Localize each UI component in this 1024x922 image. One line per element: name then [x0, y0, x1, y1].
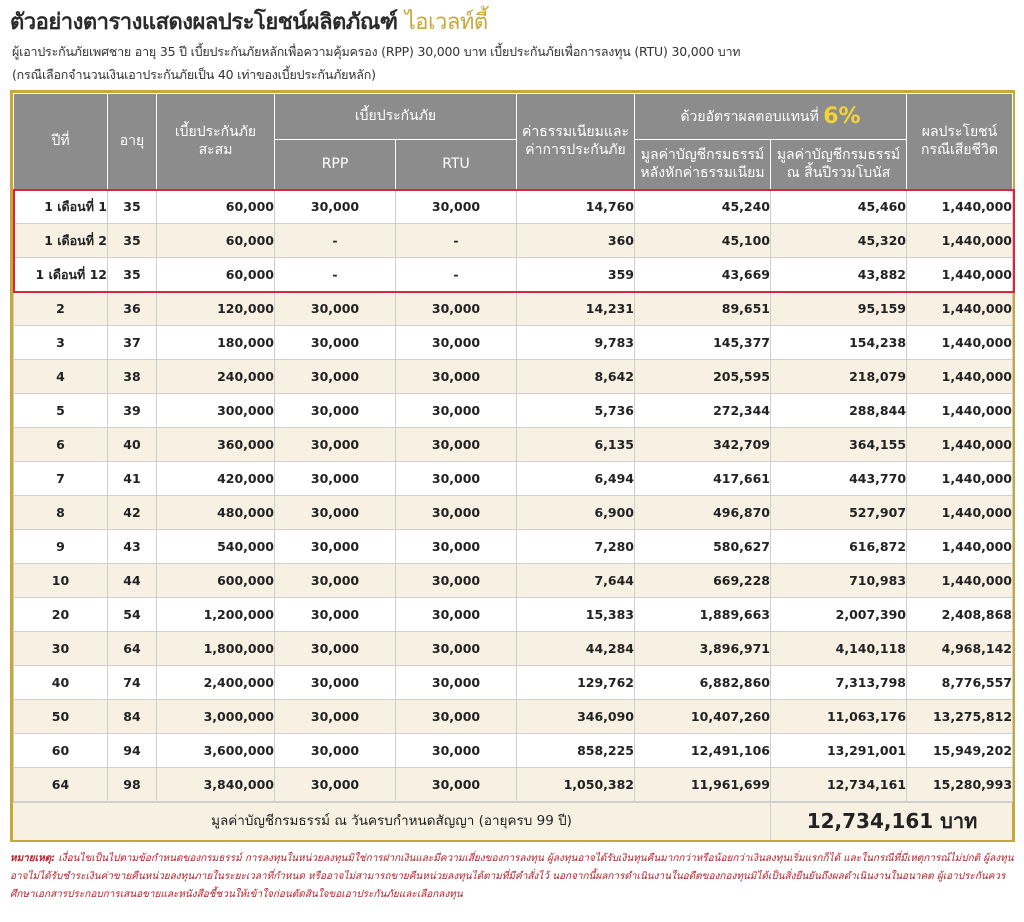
cell-fee: 7,644: [517, 564, 635, 598]
cell-age: 98: [108, 768, 157, 802]
cell-fee: 6,900: [517, 496, 635, 530]
table-row: [14, 598, 1013, 632]
cell-rtu: 30,000: [396, 666, 517, 700]
cell-cum: 60,000: [157, 258, 275, 292]
cell-bonus: 43,882: [771, 258, 907, 292]
cell-rpp: -: [275, 258, 396, 292]
cell-age: 39: [108, 394, 157, 428]
cell-nav: 89,651: [635, 292, 771, 326]
cell-nav: 669,228: [635, 564, 771, 598]
cell-rpp: 30,000: [275, 700, 396, 734]
header-return-label: ด้วยอัตราผลตอบแทนที่: [680, 108, 819, 125]
cell-age: 36: [108, 292, 157, 326]
cell-rtu: 30,000: [396, 428, 517, 462]
cell-death: 13,275,812: [907, 700, 1013, 734]
cell-cum: 540,000: [157, 530, 275, 564]
title-main: ตัวอย่างตารางแสดงผลประโยชน์ผลิตภัณฑ์: [10, 10, 398, 35]
cell-bonus: 4,140,118: [771, 632, 907, 666]
cell-nav: 11,961,699: [635, 768, 771, 802]
cell-nav: 1,889,663: [635, 598, 771, 632]
cell-cum: 3,000,000: [157, 700, 275, 734]
table-row: [14, 530, 1013, 564]
cell-rtu: 30,000: [396, 632, 517, 666]
cell-rpp: -: [275, 224, 396, 258]
table-row: [14, 564, 1013, 598]
cell-cum: 120,000: [157, 292, 275, 326]
cell-bonus: 527,907: [771, 496, 907, 530]
cell-age: 35: [108, 258, 157, 292]
cell-death: 1,440,000: [907, 394, 1013, 428]
subtitle-line-1: ผู้เอาประกันภัยเพศชาย อายุ 35 ปี เบี้ยประกันภัยหลักเพื่อความคุ้มครอง (RPP) 30,000 บาท เบี้ยประกันภัยเพื่อการลงทุน (RTU) 30,000 บาท: [12, 44, 741, 59]
cell-death: 1,440,000: [907, 564, 1013, 598]
cell-rpp: 30,000: [275, 598, 396, 632]
cell-age: 40: [108, 428, 157, 462]
cell-rtu: 30,000: [396, 598, 517, 632]
cell-death: 1,440,000: [907, 360, 1013, 394]
cell-nav: 205,595: [635, 360, 771, 394]
header-rpp: RPP: [275, 140, 396, 190]
cell-age: 41: [108, 462, 157, 496]
cell-nav: 10,407,260: [635, 700, 771, 734]
header-fees: ค่าธรรมเนียมและ ค่าการประกันภัย: [517, 94, 635, 190]
table-row: [14, 666, 1013, 700]
cell-nav: 580,627: [635, 530, 771, 564]
cell-bonus: 154,238: [771, 326, 907, 360]
cell-year: 9: [14, 530, 108, 564]
cell-bonus: 616,872: [771, 530, 907, 564]
cell-cum: 240,000: [157, 360, 275, 394]
cell-fee: 6,135: [517, 428, 635, 462]
cell-year: 50: [14, 700, 108, 734]
cell-age: 35: [108, 224, 157, 258]
cell-rpp: 30,000: [275, 190, 396, 224]
cell-cum: 1,800,000: [157, 632, 275, 666]
cell-death: 1,440,000: [907, 530, 1013, 564]
cell-cum: 3,600,000: [157, 734, 275, 768]
cell-rtu: 30,000: [396, 292, 517, 326]
cell-year: 5: [14, 394, 108, 428]
cell-death: 15,949,202: [907, 734, 1013, 768]
page-title: [10, 4, 488, 39]
header-nav-with-bonus: มูลค่าบัญชีกรมธรรม์ ณ สิ้นปีรวมโบนัส: [771, 140, 907, 190]
cell-rpp: 30,000: [275, 326, 396, 360]
cell-age: 38: [108, 360, 157, 394]
total-value: 12,734,161 บาท: [770, 803, 1013, 840]
cell-age: 84: [108, 700, 157, 734]
cell-fee: 858,225: [517, 734, 635, 768]
cell-rpp: 30,000: [275, 292, 396, 326]
cell-nav: 43,669: [635, 258, 771, 292]
title-brand: ไอเวลท์ตี้: [404, 10, 488, 35]
table-row: [14, 734, 1013, 768]
cell-nav: 342,709: [635, 428, 771, 462]
cell-fee: 6,494: [517, 462, 635, 496]
cell-age: 37: [108, 326, 157, 360]
cell-rtu: 30,000: [396, 768, 517, 802]
cell-cum: 60,000: [157, 224, 275, 258]
cell-year: 3: [14, 326, 108, 360]
cell-bonus: 45,460: [771, 190, 907, 224]
cell-bonus: 12,734,161: [771, 768, 907, 802]
cell-rtu: -: [396, 224, 517, 258]
cell-death: 4,968,142: [907, 632, 1013, 666]
cell-year: 1 เดือนที่ 2: [14, 224, 108, 258]
cell-rpp: 30,000: [275, 394, 396, 428]
cell-fee: 7,280: [517, 530, 635, 564]
total-label: มูลค่าบัญชีกรมธรรม์ ณ วันครบกำหนดสัญญา (อายุครบ 99 ปี): [211, 813, 572, 829]
cell-cum: 420,000: [157, 462, 275, 496]
cell-year: 10: [14, 564, 108, 598]
cell-cum: 180,000: [157, 326, 275, 360]
table-row: [14, 360, 1013, 394]
table-row: [14, 700, 1013, 734]
cell-rpp: 30,000: [275, 632, 396, 666]
table-row: [14, 462, 1013, 496]
cell-rpp: 30,000: [275, 564, 396, 598]
header-cum-premium: เบี้ยประกันภัย สะสม: [157, 94, 275, 190]
cell-bonus: 364,155: [771, 428, 907, 462]
cell-rpp: 30,000: [275, 462, 396, 496]
table-row: [14, 394, 1013, 428]
cell-death: 1,440,000: [907, 258, 1013, 292]
cell-nav: 145,377: [635, 326, 771, 360]
cell-bonus: 13,291,001: [771, 734, 907, 768]
subtitle-line-2: (กรณีเลือกจำนวนเงินเอาประกันภัยเป็น 40 เท่าของเบี้ยประกันภัยหลัก): [12, 67, 376, 82]
cell-year: 7: [14, 462, 108, 496]
note-text: เงื่อนไขเป็นไปตามข้อกำหนดของกรมธรรม์ การลงทุนในหน่วยลงทุนมิใช่การฝากเงินและมีความเสี่ยงของการลงทุน ผู้ลงทุนอาจได้รับเงินทุนคืนมากกว่าหรือน้อยกว่าเงินลงทุนเริ่มแรกก็ได้ และในกรณีที่มีเหตุการณ์ไม่ปกติ ผู้ลงทุนอาจไม่ได้รับชำระเงินค่าขายคืนหน่วยลงทุนภายในระยะเวลาที่กำหนด หรืออาจไม่สามารถขายคืนหน่วยลงทุนได้ตามที่มีคำสั่งไว้ นอกจากนี้ผลการดำเนินงานในอดีตของกองทุนมิได้เป็นสิ่งยืนยันถึงผลดำเนินงานในอนาคต ผู้เอาประกันควรศึกษาเอกสารประกอบการเสนอขายและหนังสือชี้ชวนให้เข้าใจก่อนตัดสินใจขอเอาประกันภัยและเลือกลงทุน: [10, 853, 1014, 900]
header-return: [635, 94, 907, 140]
cell-age: 74: [108, 666, 157, 700]
cell-fee: 360: [517, 224, 635, 258]
header-return-rate: 6%: [823, 103, 861, 129]
cell-cum: 2,400,000: [157, 666, 275, 700]
header-year: ปีที่: [14, 94, 108, 190]
cell-age: 94: [108, 734, 157, 768]
cell-bonus: 7,313,798: [771, 666, 907, 700]
table-body: [14, 190, 1013, 802]
cell-cum: 1,200,000: [157, 598, 275, 632]
table-row: [14, 292, 1013, 326]
table-row: [14, 190, 1013, 224]
header-rtu: RTU: [396, 140, 517, 190]
cell-year: 6: [14, 428, 108, 462]
cell-rtu: 30,000: [396, 190, 517, 224]
cell-nav: 45,240: [635, 190, 771, 224]
cell-age: 44: [108, 564, 157, 598]
header-death-benefit: ผลประโยชน์ กรณีเสียชีวิต: [907, 94, 1013, 190]
note-prefix: หมายเหตุ:: [10, 853, 56, 864]
cell-death: 1,440,000: [907, 462, 1013, 496]
benefit-table-frame: [10, 90, 1015, 842]
header-nav-after-fee: มูลค่าบัญชีกรมธรรม์ หลังหักค่าธรรมเนียม: [635, 140, 771, 190]
cell-nav: 45,100: [635, 224, 771, 258]
cell-age: 54: [108, 598, 157, 632]
cell-death: 1,440,000: [907, 292, 1013, 326]
cell-fee: 346,090: [517, 700, 635, 734]
cell-fee: 1,050,382: [517, 768, 635, 802]
table-row: [14, 258, 1013, 292]
cell-rpp: 30,000: [275, 360, 396, 394]
cell-bonus: 443,770: [771, 462, 907, 496]
cell-year: 20: [14, 598, 108, 632]
cell-age: 43: [108, 530, 157, 564]
cell-rpp: 30,000: [275, 428, 396, 462]
cell-cum: 480,000: [157, 496, 275, 530]
cell-rtu: 30,000: [396, 564, 517, 598]
cell-death: 15,280,993: [907, 768, 1013, 802]
cell-year: 4: [14, 360, 108, 394]
table-row: [14, 632, 1013, 666]
cell-nav: 6,882,860: [635, 666, 771, 700]
cell-cum: 60,000: [157, 190, 275, 224]
cell-age: 42: [108, 496, 157, 530]
cell-fee: 129,762: [517, 666, 635, 700]
cell-fee: 44,284: [517, 632, 635, 666]
cell-year: 60: [14, 734, 108, 768]
total-row: [13, 802, 1012, 840]
cell-year: 64: [14, 768, 108, 802]
cell-bonus: 95,159: [771, 292, 907, 326]
cell-rtu: 30,000: [396, 700, 517, 734]
cell-fee: 8,642: [517, 360, 635, 394]
header-premium: เบี้ยประกันภัย: [275, 94, 517, 140]
benefit-table: [13, 93, 1013, 802]
cell-rtu: -: [396, 258, 517, 292]
cell-bonus: 45,320: [771, 224, 907, 258]
cell-year: 2: [14, 292, 108, 326]
table-row: [14, 428, 1013, 462]
cell-nav: 496,870: [635, 496, 771, 530]
cell-cum: 360,000: [157, 428, 275, 462]
table-row: [14, 496, 1013, 530]
disclaimer-note: [10, 850, 1014, 904]
cell-bonus: 288,844: [771, 394, 907, 428]
cell-rpp: 30,000: [275, 666, 396, 700]
cell-rtu: 30,000: [396, 360, 517, 394]
cell-rtu: 30,000: [396, 530, 517, 564]
cell-fee: 15,383: [517, 598, 635, 632]
cell-fee: 9,783: [517, 326, 635, 360]
cell-death: 2,408,868: [907, 598, 1013, 632]
cell-rpp: 30,000: [275, 734, 396, 768]
cell-nav: 12,491,106: [635, 734, 771, 768]
cell-death: 1,440,000: [907, 326, 1013, 360]
cell-rtu: 30,000: [396, 496, 517, 530]
cell-year: 30: [14, 632, 108, 666]
cell-bonus: 11,063,176: [771, 700, 907, 734]
cell-death: 1,440,000: [907, 190, 1013, 224]
cell-fee: 14,760: [517, 190, 635, 224]
cell-cum: 300,000: [157, 394, 275, 428]
cell-fee: 14,231: [517, 292, 635, 326]
cell-year: 8: [14, 496, 108, 530]
cell-rtu: 30,000: [396, 326, 517, 360]
cell-rtu: 30,000: [396, 394, 517, 428]
cell-death: 8,776,557: [907, 666, 1013, 700]
cell-rpp: 30,000: [275, 530, 396, 564]
cell-nav: 417,661: [635, 462, 771, 496]
cell-rpp: 30,000: [275, 496, 396, 530]
table-row: [14, 224, 1013, 258]
cell-death: 1,440,000: [907, 496, 1013, 530]
cell-rtu: 30,000: [396, 734, 517, 768]
cell-rpp: 30,000: [275, 768, 396, 802]
table-row: [14, 326, 1013, 360]
cell-cum: 3,840,000: [157, 768, 275, 802]
cell-fee: 359: [517, 258, 635, 292]
cell-year: 40: [14, 666, 108, 700]
cell-age: 64: [108, 632, 157, 666]
cell-bonus: 218,079: [771, 360, 907, 394]
cell-year: 1 เดือนที่ 1: [14, 190, 108, 224]
cell-nav: 272,344: [635, 394, 771, 428]
cell-rtu: 30,000: [396, 462, 517, 496]
header-age: อายุ: [108, 94, 157, 190]
cell-death: 1,440,000: [907, 428, 1013, 462]
cell-fee: 5,736: [517, 394, 635, 428]
cell-nav: 3,896,971: [635, 632, 771, 666]
table-row: [14, 768, 1013, 802]
cell-cum: 600,000: [157, 564, 275, 598]
cell-death: 1,440,000: [907, 224, 1013, 258]
cell-age: 35: [108, 190, 157, 224]
cell-year: 1 เดือนที่ 12: [14, 258, 108, 292]
cell-bonus: 2,007,390: [771, 598, 907, 632]
cell-bonus: 710,983: [771, 564, 907, 598]
